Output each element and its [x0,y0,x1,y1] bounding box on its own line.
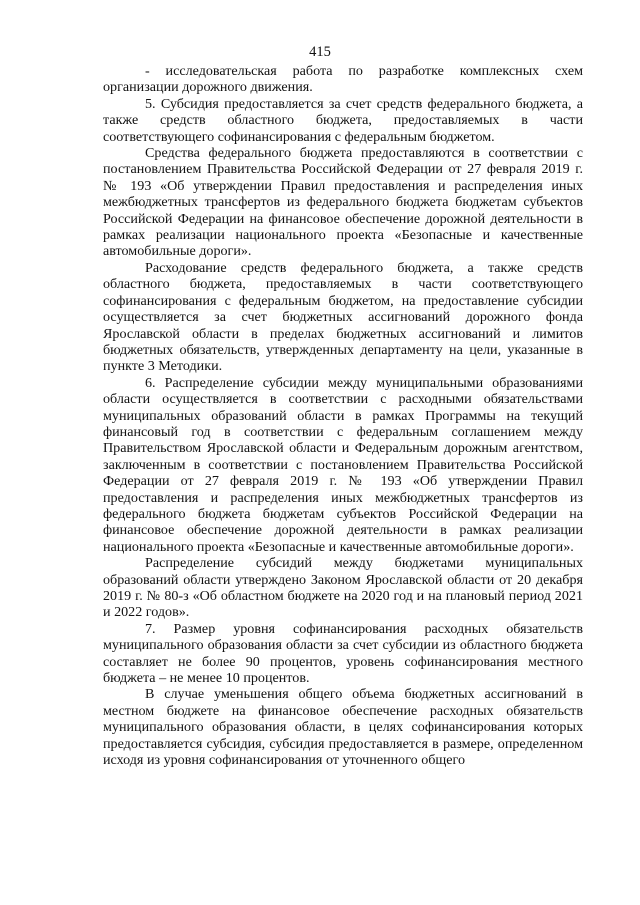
page-number: 415 [309,44,331,60]
paragraph-federal-funds: Средства федерального бюджета предоставляются в соответствии с постановлением Правительства Российской Федерации от 27 февраля 2019 г. № 193 «Об утверждении Правил предоставления и распределения иных межбюджетных трансфертов из федерального бюджета бюджетам субъектов Российской Федерации на финансовое обеспечение дорожной деятельности в рамках реализации национального проекта «Безопасные и качественные автомобильные дороги». [103,145,583,260]
paragraph-research-work: - исследовательская работа по разработке комплексных схем организации дорожного движения. [103,63,583,96]
paragraph-budget-reduction: В случае уменьшения общего объема бюджетных ассигнований в местном бюджете на финансовое обеспечение расходных обязательств муниципального образования области, в целях софинансирования которых предоставляется субсидия, субсидия предоставляется в размере, определенном исходя из уровня софинансирования от уточненного общего [103,686,583,769]
paragraph-expenditure: Расходование средств федерального бюджета, а также средств областного бюджета, предоставляемых в части соответствующего софинансирования с федеральным бюджетом, на предоставление субсидии осуществляется за счет бюджетных ассигнований дорожного фонда Ярославской области в пределах бюджетных ассигнований и лимитов бюджетных обязательств, утвержденных департаменту на цели, указанные в пункте 3 Методики. [103,259,583,375]
paragraph-item-7-cofinancing: 7. Размер уровня софинансирования расходных обязательств муниципального образования области за счет субсидии из областного бюджета составляет не более 90 процентов, уровень софинансирования местного бюджета – не менее 10 процентов. [103,620,583,687]
paragraph-item-5-subsidy-sources: 5. Субсидия предоставляется за счет средств федерального бюджета, а также средств областного бюджета, предоставляемых в части соответствующего софинансирования с федеральным бюджетом. [103,95,583,145]
paragraph-distribution-law: Распределение субсидий между бюджетами муниципальных образований области утверждено Законом Ярославской области от 20 декабря 2019 г. № 80-з «Об областном бюджете на 2020 год и на плановый период 2021 и 2022 годов». [103,555,583,621]
paragraph-item-6-distribution: 6. Распределение субсидии между муниципальными образованиями области осуществляется в соответствии с расходными обязательствами муниципальных образований области в рамках Программы на текущий финансовый год в соответствии с федеральным соглашением между Правительством Ярославской области и Федеральным дорожным агентством, заключенным в соответствии с постановлением Правительства Российской Федерации от 27 февраля 2019 г. № 193 «Об утверждении Правил предоставления и распределения иных межбюджетных трансфертов из федерального бюджета бюджетам субъектов Российской Федерации на финансовое обеспечение дорожной деятельности в рамках реализации национального проекта «Безопасные и качественные автомобильные дороги». [103,374,583,555]
document-body [103,63,583,768]
